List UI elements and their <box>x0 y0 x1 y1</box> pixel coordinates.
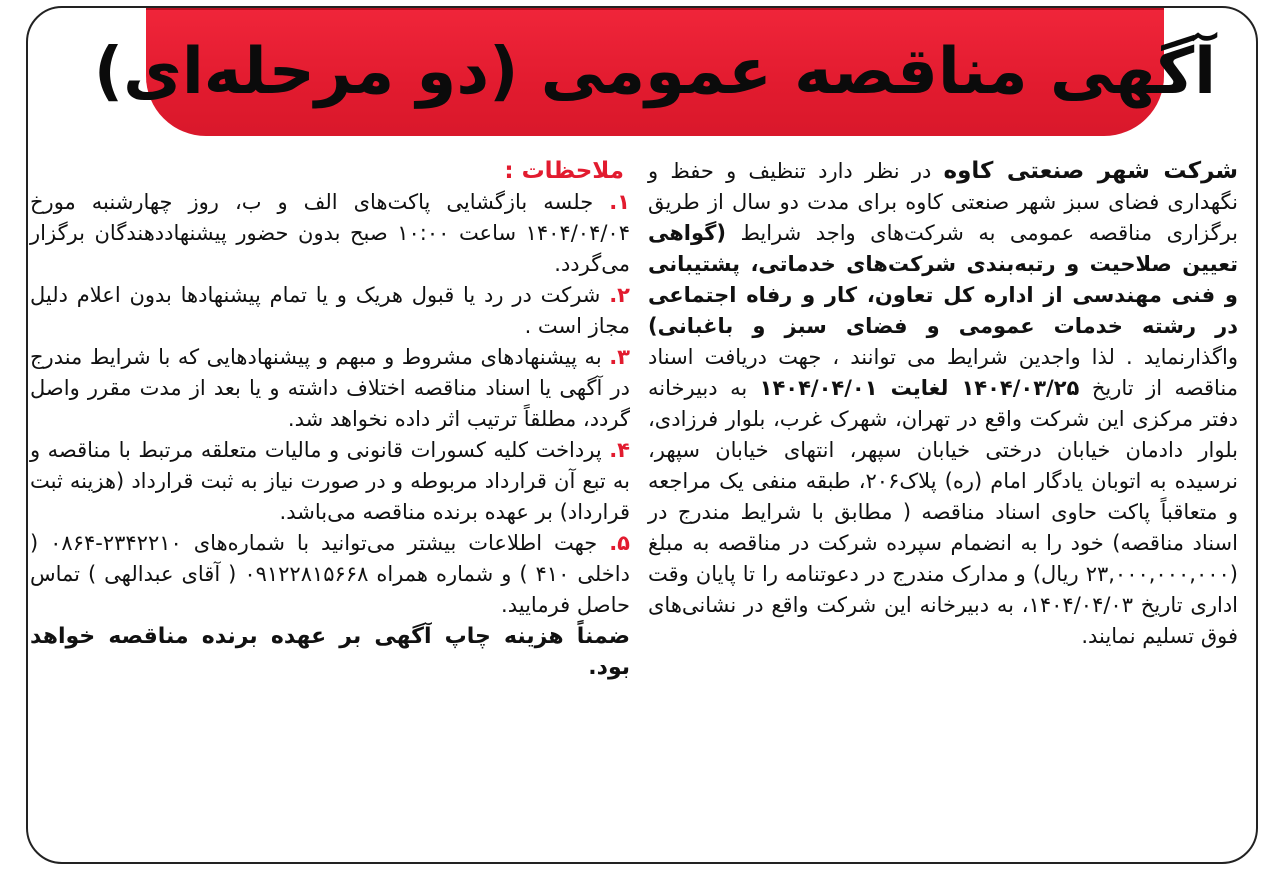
remarks-section <box>30 156 630 683</box>
remark-item <box>30 528 630 621</box>
assign-text: واگذارنماید . لذا واجدین شرایط می توانند ، جهت دریافت اسناد مناقصه از تاریخ <box>648 345 1238 400</box>
remark-text: جهت اطلاعات بیشتر می‌توانید با شماره‌های ۲۳۴۲۲۱۰-۰۸۶۴ ( داخلی ۴۱۰ ) و شماره همراه ۰۹۱۲۲۸۱۵۶۶۸ ( آقای عبدالهی ) تماس حاصل فرمایید. <box>30 531 630 617</box>
address-text: به دبیرخانه دفتر مرکزی این شرکت واقع در تهران، شهرک غرب، بلوار فرزادی، بلوار دادمان خیابان درختی خیابان سپهر، انتهای خیابان سپهر، نرسیده به اتوبان یادگار امام (ره) پلاک۲۰۶، طبقه منفی یک مراجعه و متعاقباً پاکت حاوی اسناد مناقصه ( مطابق با شرایط مندرج در اسناد مناقصه) خود را به انضمام سپرده شرکت در مناقصه به مبلغ (۲۳,۰۰۰,۰۰۰,۰۰۰ ریال) و مدارک مندرج در دعوتنامه را تا پایان وقت اداری تاریخ ۱۴۰۴/۰۴/۰۳، به دبیرخانه این شرکت واقع در نشانی‌های فوق تسلیم نمایند. <box>648 376 1238 648</box>
intro-text: در نظر دارد تنظیف و حفظ و نگهداری فضای سبز شهر صنعتی کاوه برای مدت دو سال از طریق برگزاری مناقصه عمومی به شرکت‌های واجد شرایط <box>648 159 1238 245</box>
remark-item <box>30 280 630 342</box>
remark-number: ۳. <box>609 345 630 369</box>
remark-number: ۱. <box>609 190 630 214</box>
remark-text: جلسه بازگشایی پاکت‌های الف و ب، روز چهارشنبه مورخ ۱۴۰۴/۰۴/۰۴ ساعت ۱۰:۰۰ صبح بدون حضور پیشنهاددهندگان برگزار می‌گردد. <box>30 190 630 276</box>
remark-number: ۵. <box>609 531 630 555</box>
remark-text: به پیشنهادهای مشروط و مبهم و پیشنهادهایی که با شرایط مندرج در آگهی یا اسناد مناقصه اختلاف داشته و یا بعد از مدت مقرر واصل گردد، مطلقاً ترتیب اثر داده نخواهد شد. <box>30 345 630 431</box>
announcement-body <box>648 156 1238 652</box>
company-name: شرکت شهر صنعتی کاوه <box>943 158 1238 184</box>
date-range: ۱۴۰۴/۰۳/۲۵ لغایت ۱۴۰۴/۰۴/۰۱ <box>759 376 1080 400</box>
remark-item <box>30 342 630 435</box>
title-banner <box>93 8 1217 136</box>
remark-item <box>30 435 630 528</box>
remark-item <box>30 187 630 280</box>
qualification-text: (گواهی تعیین صلاحیت و رتبه‌بندی شرکت‌های خدماتی، پشتیبانی و فنی مهندسی از اداره کل تعاون، کار و رفاه اجتماعی در رشته خدمات عمومی و فضای سبز و باغبانی) <box>648 221 1238 338</box>
remark-number: ۲. <box>609 283 630 307</box>
remark-number: ۴. <box>609 438 630 462</box>
remark-text: شرکت در رد یا قبول هریک و یا تمام پیشنهادها بدون اعلام دلیل مجاز است . <box>30 283 630 338</box>
page-title: آگهی مناقصه عمومی (دو مرحله‌ای) <box>93 35 1217 109</box>
remarks-title: ملاحظات : <box>504 158 624 184</box>
final-note: ضمناً هزینه چاپ آگهی بر عهده برنده مناقصه خواهد بود. <box>30 624 630 680</box>
remark-text: پرداخت کلیه کسورات قانونی و مالیات متعلقه مرتبط با مناقصه و به تبع آن قرارداد مربوطه و در صورت نیاز به ثبت قرارداد (هزینه ثبت قرارداد) بر عهده برنده مناقصه می‌باشد. <box>30 438 630 524</box>
